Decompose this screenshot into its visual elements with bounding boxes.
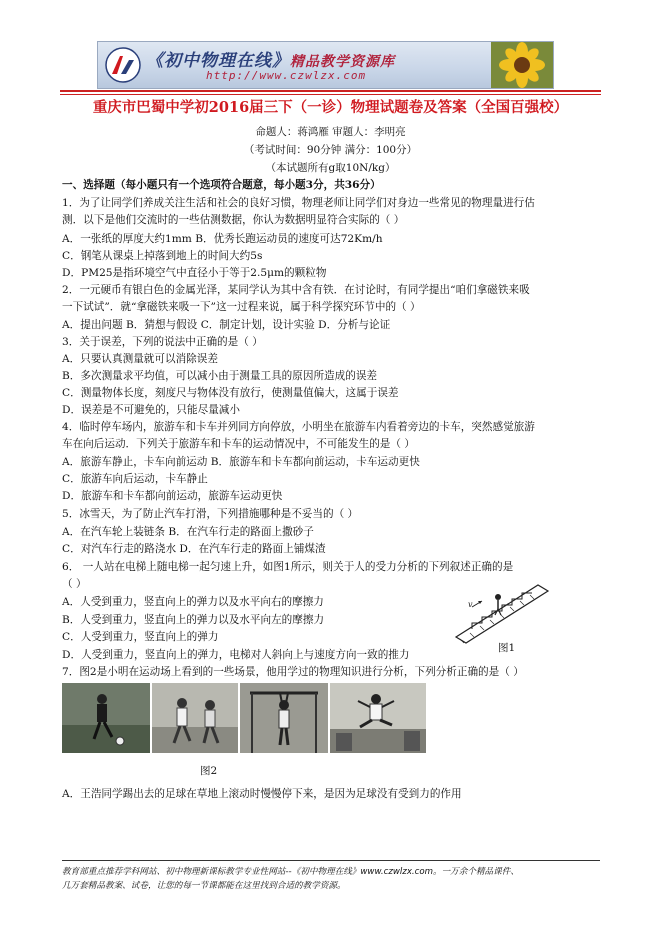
question-line: D．旅游车和卡车都向前运动，旅游车运动更快: [62, 490, 283, 502]
figure-2-photos: [62, 683, 426, 753]
footer-rule: [62, 860, 600, 861]
question-line: C．人受到重力，竖直向上的弹力: [62, 631, 219, 643]
exam-title: 重庆市巴蜀中学初2016届三下（一诊）物理试题卷及答案（全国百强校）: [92, 99, 569, 116]
running-photo: [152, 683, 238, 753]
section-heading: 一、选择题（每小题只有一个选项符合题意，每小题3分，共36分）: [62, 179, 381, 191]
question-line: A．提出问题 B．猜想与假设 C．制定计划，设计实验 D．分析与论证: [62, 319, 391, 331]
pullup-photo: [240, 683, 328, 753]
question-line: 4．临时停车场内，旅游车和卡车并列同方向停放，小明坐在旅游车内看着旁边的卡车，突然感觉旅游: [62, 421, 535, 433]
site-banner: [97, 41, 554, 89]
question-line: C．对汽车行走的路浇水 D．在汽车行走的路面上铺煤渣: [62, 543, 326, 555]
question-line: B．人受到重力，竖直向上的弹力以及水平向左的摩擦力: [62, 614, 325, 626]
question-line: A．旅游车静止，卡车向前运动 B．旅游车和卡车都向前运动，卡车运动更快: [62, 456, 420, 468]
question-line: 6． 一人站在电梯上随电梯一起匀速上升，如图1所示，则关于人的受力分析的下列叙述正确的是: [62, 561, 514, 573]
question-line: C．旅游车向后运动，卡车静止: [62, 473, 208, 485]
question-line: B．多次测量求平均值，可以减小由于测量工具的原因所造成的误差: [62, 370, 378, 382]
question-line: C．钢笔从课桌上掉落到地上的时间大约5s: [62, 250, 263, 262]
escalator-figure: [452, 577, 552, 649]
question-line: A．在汽车轮上装链条 B．在汽车行走的路面上撒砂子: [62, 526, 314, 538]
question-line: 7．图2是小明在运动场上看到的一些场景，他用学过的物理知识进行分析，下列分析正确的是（ ）: [62, 666, 524, 678]
question-line: 2．一元硬币有银白色的金属光泽，某同学认为其中含有铁．在讨论时，有同学提出“咱们拿磁铁来吸: [62, 284, 530, 296]
banner-url: http://www.czwlzx.com: [206, 69, 367, 82]
header-rule-thin: [60, 94, 601, 95]
question-line: D．人受到重力，竖直向上的弹力，电梯对人斜向上与速度方向一致的推力: [62, 649, 410, 661]
figure-2-label: 图2: [200, 765, 218, 777]
question-line: 5．冰雪天，为了防止汽车打滑，下列措施哪种是不妥当的（ ）: [62, 508, 359, 520]
question-line: 3．关于误差，下列的说法中正确的是（ ）: [62, 336, 263, 348]
question-line: C．测量物体长度，刻度尺与物体没有放行，使测量值偏大，这属于误差: [62, 387, 399, 399]
exam-authors: 命题人：蒋鸿雁 审题人：李明亮: [255, 126, 406, 138]
site-logo-icon: [104, 46, 142, 84]
soccer-photo: [62, 683, 150, 753]
question-line: D．PM25是指环境空气中直径小于等于2.5μm的颗粒物: [62, 267, 327, 279]
question-line: 测．以下是他们交流时的一些估测数据，你认为数据明显符合实际的（ ）: [62, 214, 405, 226]
question-line: A．只要认真测量就可以消除误差: [62, 353, 218, 365]
question-7-option-a: A．王浩同学踢出去的足球在草地上滚动时慢慢停下来，是因为足球没有受到力的作用: [62, 788, 462, 800]
question-line: 1．为了让同学们养成关注生活和社会的良好习惯，物理老师让同学们对身边一些常见的物理量进行估: [62, 197, 535, 209]
banner-subtitle: 精品教学资源库: [290, 54, 395, 70]
exam-note: （本试题所有g取10N/kg）: [265, 162, 396, 174]
question-line: 一下试试”．就“拿磁铁来吸一下”这一过程来说，属于科学探究环节中的（ ）: [62, 301, 421, 313]
question-line: D．误差是不可避免的，只能尽量减小: [62, 404, 240, 416]
question-line: 车在向后运动．下列关于旅游车和卡车的运动情况中，不可能发生的是（ ）: [62, 438, 415, 450]
question-line: A．人受到重力，竖直向上的弹力以及水平向右的摩擦力: [62, 596, 324, 608]
figure-1-label: 图1: [498, 642, 516, 654]
header-rule: [60, 90, 601, 92]
question-line: A．一张纸的厚度大约1mm B．优秀长跑运动员的速度可达72Km/h: [62, 233, 383, 245]
banner-title: 《初中物理在线》精品教学资源库: [146, 51, 395, 71]
footer-line-2: 几万套精品教案、试卷，让您的每一节课都能在这里找到合适的教学资源。: [62, 881, 346, 891]
exam-time: （考试时间：90分钟 满分：100分）: [243, 144, 418, 156]
svg-text:v: v: [468, 600, 473, 609]
footer-line-1: 教育部重点推荐学科网站、初中物理新课标教学专业性网站--《初中物理在线》www.czwlzx.com。一万余个精品课件、: [62, 867, 519, 877]
sunflower-icon: [491, 42, 553, 88]
jumping-photo: [330, 683, 426, 753]
question-line: （ ）: [62, 578, 87, 590]
